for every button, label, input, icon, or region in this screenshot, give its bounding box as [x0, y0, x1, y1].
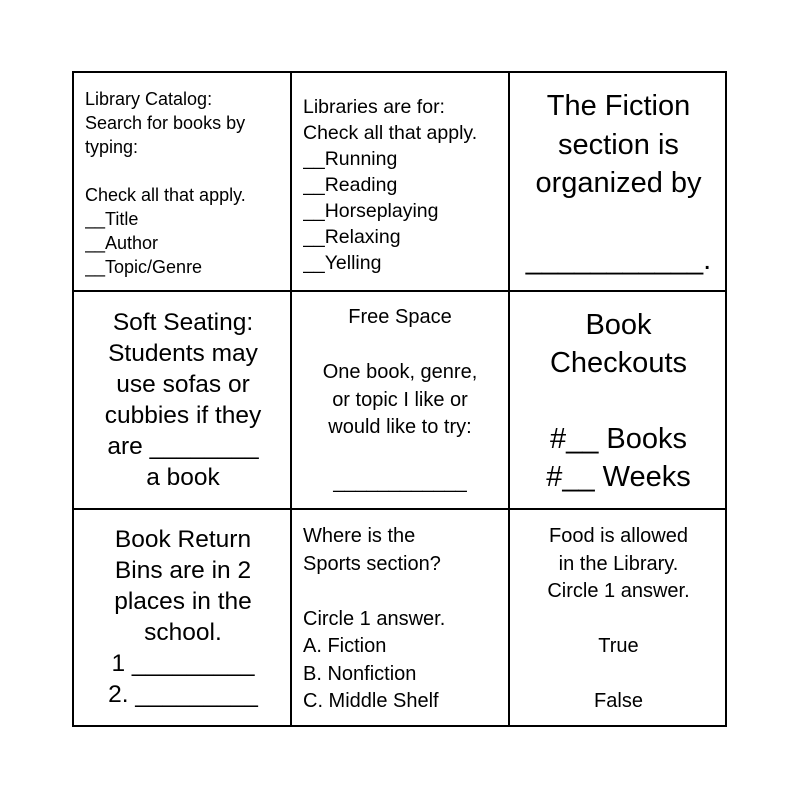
cell-line: in the Library. [558, 552, 679, 575]
cell-free-space [292, 304, 508, 504]
cell-line: Libraries are for: [303, 96, 445, 118]
cell-line: are ________ [107, 433, 259, 460]
cell-line: Circle 1 answer. [547, 580, 690, 602]
cell-line: Bins are in 2 [114, 557, 252, 584]
cell-book-return-bins [76, 524, 290, 727]
cell-line: Book [585, 309, 652, 341]
cell-line: __Yelling [303, 252, 382, 274]
cell-line: typing: [85, 137, 139, 157]
cell-line: Circle 1 answer. [303, 607, 446, 630]
cell-line: Check all that apply. [303, 122, 478, 144]
cell-line: #__ Weeks [546, 461, 691, 493]
cell-line [292, 332, 508, 360]
cell-libraries-are-for [303, 94, 507, 289]
cell-line: A. Fiction [303, 635, 387, 657]
cell-line: __Topic/Genre [85, 257, 203, 277]
cell-line [510, 661, 727, 689]
cell-line: 2. _________ [108, 681, 258, 708]
cell-line: places in the [114, 588, 252, 615]
cell-line: Book Return [114, 526, 252, 553]
cell-line [292, 442, 508, 470]
cell-line: B. Nonfiction [303, 662, 417, 685]
grid-divider-horizontal-2 [74, 508, 725, 510]
cell-line: False [594, 690, 643, 712]
cell-line: __Running [303, 148, 398, 170]
cell-line: Students may [108, 340, 258, 367]
cell-library-catalog [85, 87, 285, 287]
cell-line: __Reading [303, 174, 398, 196]
cell-line: #__ Books [549, 423, 688, 455]
cell-line: C. Middle Shelf [303, 690, 439, 712]
cell-line: Soft Seating: [112, 309, 254, 336]
cell-line: __Title [85, 209, 139, 229]
cell-line [510, 203, 727, 242]
cell-line: school. [144, 619, 222, 646]
cell-line: Library Catalog: [85, 89, 213, 109]
cell-line: __Horseplaying [303, 200, 439, 222]
cell-line: a book [146, 464, 220, 491]
cell-line [85, 159, 285, 183]
cell-line: __Author [85, 233, 159, 253]
cell-line: Food is allowed [549, 525, 688, 547]
cell-line: Search for books by [85, 113, 246, 133]
cell-line: Free Space [348, 306, 452, 328]
bingo-board [72, 71, 727, 727]
cell-fiction-section [510, 87, 727, 288]
cell-line: True [598, 635, 639, 657]
cell-soft-seating [76, 307, 290, 507]
grid-divider-horizontal-1 [74, 290, 725, 292]
cell-line: organized by [535, 167, 702, 199]
cell-line: Check all that apply. [85, 185, 246, 205]
cell-sports-section [303, 523, 507, 727]
cell-food-allowed [510, 523, 727, 727]
cell-line: cubbies if they [104, 402, 262, 429]
cell-line: Where is the [303, 525, 416, 547]
cell-line: The Fiction [546, 90, 691, 122]
cell-line: section is [558, 128, 679, 161]
cell-line [510, 606, 727, 634]
cell-line: Sports section? [303, 552, 441, 575]
cell-line: 1 _________ [111, 650, 255, 677]
cell-line [303, 578, 507, 606]
cell-line: ___________. [525, 244, 712, 276]
cell-line: One book, genre, [322, 361, 478, 383]
cell-line: would like to try: [328, 416, 472, 438]
cell-line: __Relaxing [303, 226, 401, 248]
cell-line: ____________ [333, 471, 467, 493]
cell-line: Checkouts [549, 347, 687, 379]
cell-book-checkouts [510, 306, 727, 506]
cell-line: use sofas or [116, 371, 250, 398]
cell-line [510, 382, 727, 420]
cell-line: or topic I like or [332, 388, 468, 411]
